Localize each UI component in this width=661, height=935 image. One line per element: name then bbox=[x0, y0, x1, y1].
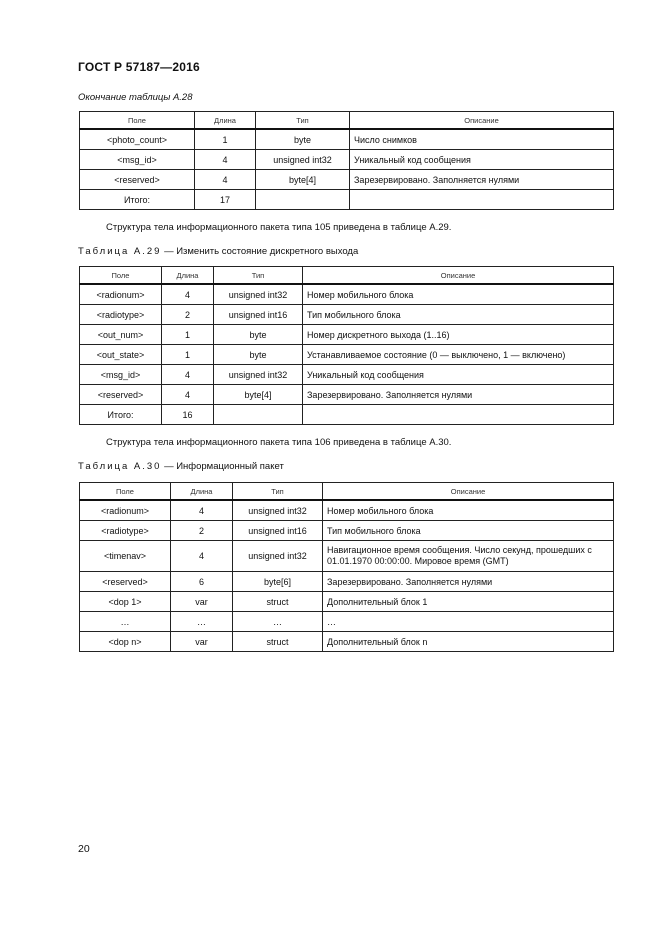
cell-description: Зарезервировано. Заполняется нулями bbox=[350, 170, 614, 190]
cell-type: unsigned int32 bbox=[233, 500, 323, 521]
cell-field: <photo_count> bbox=[80, 129, 195, 150]
cell-field: <out_num> bbox=[80, 325, 162, 345]
table-a29-caption-label: Таблица А.29 bbox=[78, 246, 162, 257]
paragraph-a30-intro: Структура тела информационного пакета типа 106 приведена в таблице А.30. bbox=[106, 437, 452, 448]
cell-type: unsigned int32 bbox=[233, 541, 323, 572]
table-total-row bbox=[80, 405, 614, 425]
table-row bbox=[80, 632, 614, 652]
cell-type: byte bbox=[256, 129, 350, 150]
cell-description: Дополнительный блок 1 bbox=[323, 592, 614, 612]
table-row bbox=[80, 572, 614, 592]
table-row bbox=[80, 284, 614, 305]
column-header: Длина bbox=[162, 267, 214, 285]
cell-description: Дополнительный блок n bbox=[323, 632, 614, 652]
table-a30-caption-text: — Информационный пакет bbox=[161, 461, 284, 472]
cell-length: 4 bbox=[162, 385, 214, 405]
cell-length: 4 bbox=[195, 150, 256, 170]
cell-length: 1 bbox=[162, 345, 214, 365]
cell-field: <radionum> bbox=[80, 284, 162, 305]
cell-field: <dop n> bbox=[80, 632, 171, 652]
cell-description: Число снимков bbox=[350, 129, 614, 150]
cell-type: byte[4] bbox=[256, 170, 350, 190]
column-header: Поле bbox=[80, 483, 171, 501]
cell-length: 4 bbox=[171, 541, 233, 572]
table-header-row bbox=[80, 267, 614, 285]
table-a29 bbox=[79, 266, 614, 425]
cell-length: 6 bbox=[171, 572, 233, 592]
cell-field: <timenav> bbox=[80, 541, 171, 572]
table-row bbox=[80, 325, 614, 345]
cell-type: byte bbox=[214, 325, 303, 345]
cell-type: unsigned int32 bbox=[214, 284, 303, 305]
column-header: Тип bbox=[214, 267, 303, 285]
cell-length: var bbox=[171, 632, 233, 652]
cell-field: Итого: bbox=[80, 405, 162, 425]
cell-type bbox=[214, 405, 303, 425]
cell-description: Устанавливаемое состояние (0 — выключено, 1 — включено) bbox=[303, 345, 614, 365]
cell-field: <msg_id> bbox=[80, 365, 162, 385]
cell-length: 2 bbox=[162, 305, 214, 325]
cell-description: Номер мобильного блока bbox=[303, 284, 614, 305]
cell-length: 4 bbox=[162, 284, 214, 305]
cell-type: unsigned int16 bbox=[233, 521, 323, 541]
cell-field: <radiotype> bbox=[80, 521, 171, 541]
table-row bbox=[80, 129, 614, 150]
document-header: ГОСТ Р 57187—2016 bbox=[78, 60, 200, 74]
cell-type: unsigned int16 bbox=[214, 305, 303, 325]
cell-type: unsigned int32 bbox=[256, 150, 350, 170]
table-header-row bbox=[80, 483, 614, 501]
table-row bbox=[80, 305, 614, 325]
table-row bbox=[80, 150, 614, 170]
table-row bbox=[80, 345, 614, 365]
table-a28 bbox=[79, 111, 614, 210]
cell-description: Навигационное время сообщения. Число секунд, прошедших с 01.01.1970 00:00:00. Мировое время (GMT) bbox=[323, 541, 614, 572]
column-header: Длина bbox=[195, 112, 256, 130]
cell-field: <reserved> bbox=[80, 385, 162, 405]
cell-length: 16 bbox=[162, 405, 214, 425]
cell-type: struct bbox=[233, 592, 323, 612]
cell-length: var bbox=[171, 592, 233, 612]
table-a30 bbox=[79, 482, 614, 652]
column-header: Поле bbox=[80, 112, 195, 130]
cell-description: Тип мобильного блока bbox=[303, 305, 614, 325]
table-row bbox=[80, 500, 614, 521]
cell-length: 17 bbox=[195, 190, 256, 210]
cell-length: 2 bbox=[171, 521, 233, 541]
table-a29-caption bbox=[78, 246, 358, 257]
table-row bbox=[80, 170, 614, 190]
table-row bbox=[80, 541, 614, 572]
column-header: Описание bbox=[303, 267, 614, 285]
table-a29-caption-text: — Изменить состояние дискретного выхода bbox=[161, 246, 359, 257]
column-header: Длина bbox=[171, 483, 233, 501]
table-row bbox=[80, 612, 614, 632]
cell-description: … bbox=[323, 612, 614, 632]
cell-field: <radionum> bbox=[80, 500, 171, 521]
cell-field: <out_state> bbox=[80, 345, 162, 365]
column-header: Тип bbox=[233, 483, 323, 501]
page-number: 20 bbox=[78, 843, 90, 855]
cell-field: <reserved> bbox=[80, 170, 195, 190]
cell-description bbox=[303, 405, 614, 425]
table-a30-caption bbox=[78, 461, 284, 472]
cell-description bbox=[350, 190, 614, 210]
cell-description: Зарезервировано. Заполняется нулями bbox=[323, 572, 614, 592]
cell-field: <dop 1> bbox=[80, 592, 171, 612]
table-header-row bbox=[80, 112, 614, 130]
cell-length: 4 bbox=[171, 500, 233, 521]
cell-description: Зарезервировано. Заполняется нулями bbox=[303, 385, 614, 405]
cell-length: … bbox=[171, 612, 233, 632]
cell-field: <reserved> bbox=[80, 572, 171, 592]
cell-length: 1 bbox=[195, 129, 256, 150]
cell-description: Номер дискретного выхода (1..16) bbox=[303, 325, 614, 345]
table-row bbox=[80, 521, 614, 541]
table-a30-caption-label: Таблица А.30 bbox=[78, 461, 162, 472]
cell-field: Итого: bbox=[80, 190, 195, 210]
column-header: Описание bbox=[323, 483, 614, 501]
cell-description: Номер мобильного блока bbox=[323, 500, 614, 521]
column-header: Описание bbox=[350, 112, 614, 130]
cell-type: unsigned int32 bbox=[214, 365, 303, 385]
cell-field: <radiotype> bbox=[80, 305, 162, 325]
cell-type: struct bbox=[233, 632, 323, 652]
table-row bbox=[80, 365, 614, 385]
table-row bbox=[80, 385, 614, 405]
cell-length: 4 bbox=[162, 365, 214, 385]
cell-description: Уникальный код сообщения bbox=[350, 150, 614, 170]
cell-type: byte bbox=[214, 345, 303, 365]
table-a28-caption: Окончание таблицы А.28 bbox=[78, 92, 193, 103]
table-row bbox=[80, 592, 614, 612]
cell-type: byte[6] bbox=[233, 572, 323, 592]
table-total-row bbox=[80, 190, 614, 210]
column-header: Тип bbox=[256, 112, 350, 130]
column-header: Поле bbox=[80, 267, 162, 285]
cell-length: 1 bbox=[162, 325, 214, 345]
cell-type bbox=[256, 190, 350, 210]
paragraph-a29-intro: Структура тела информационного пакета типа 105 приведена в таблице А.29. bbox=[106, 222, 452, 233]
cell-field: … bbox=[80, 612, 171, 632]
cell-description: Тип мобильного блока bbox=[323, 521, 614, 541]
cell-type: … bbox=[233, 612, 323, 632]
cell-type: byte[4] bbox=[214, 385, 303, 405]
cell-field: <msg_id> bbox=[80, 150, 195, 170]
cell-length: 4 bbox=[195, 170, 256, 190]
cell-description: Уникальный код сообщения bbox=[303, 365, 614, 385]
